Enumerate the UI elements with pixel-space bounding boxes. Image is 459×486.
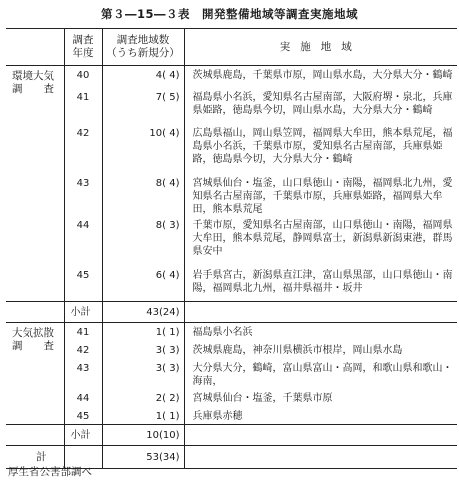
subtotal-category-blank xyxy=(6,302,64,323)
table-row xyxy=(6,88,457,124)
year-cell: 45 xyxy=(64,266,102,302)
total-label: 計 xyxy=(6,446,64,469)
year-cell: 42 xyxy=(64,124,102,174)
header-row xyxy=(6,29,457,66)
area-cell: 福島県小名浜 xyxy=(192,327,253,338)
table-row xyxy=(6,407,457,425)
area-cell: 茨城県鹿島，千葉県市原，岡山県水島，大分県大分・鶴崎 xyxy=(192,70,453,81)
subtotal-area-blank xyxy=(184,425,457,446)
count-cell: 6( 4) xyxy=(102,266,184,302)
count-cell: 1( 1) xyxy=(102,407,184,425)
count-cell: 8( 4) xyxy=(102,174,184,216)
table-row xyxy=(6,266,457,302)
table-row xyxy=(6,124,457,174)
group-category: 環境大気 調 査 xyxy=(6,66,64,302)
area-cell: 岩手県宮古，新潟県直江津，富山県黒部，山口県徳山・南陽，福岡県北九州，福井県福井・坂井 xyxy=(192,269,453,294)
count-cell: 4( 4) xyxy=(102,66,184,88)
year-cell: 43 xyxy=(64,359,102,389)
table-row xyxy=(6,66,457,88)
year-cell: 41 xyxy=(64,323,102,341)
table-row xyxy=(6,216,457,266)
area-cell: 千葉市原，愛知県名古屋南部，山口県徳山・南陽，福岡県大牟田，熊本県荒尾，静岡県富士，新潟県新潟東港，群馬県安中 xyxy=(192,219,453,257)
area-cell: 兵庫県赤穂 xyxy=(192,410,243,422)
header-year: 調査 年度 xyxy=(64,29,102,66)
table-row xyxy=(6,359,457,389)
year-cell: 44 xyxy=(64,216,102,266)
year-cell: 45 xyxy=(64,407,102,425)
count-cell: 8( 3) xyxy=(102,216,184,266)
year-cell: 42 xyxy=(64,341,102,359)
area-cell: 宮城県仙台・塩釜，千葉県市原 xyxy=(192,392,333,404)
area-cell: 大分県大分，鶴崎，富山県富山・高岡，和歌山県和歌山・海南， xyxy=(192,362,453,387)
subtotal-row xyxy=(6,425,457,446)
area-cell: 茨城県鹿島，神奈川県横浜市根岸，岡山県水島 xyxy=(192,344,403,356)
count-cell: 10( 4) xyxy=(102,124,184,174)
header-count: 調査地域数 （うち新規分） xyxy=(102,29,184,66)
count-cell: 3( 3) xyxy=(102,341,184,359)
subtotal-label: 小計 xyxy=(64,425,102,446)
count-cell: 2( 2) xyxy=(102,389,184,407)
table-row xyxy=(6,174,457,216)
count-cell: 1( 1) xyxy=(102,323,184,341)
total-area-blank xyxy=(184,446,457,469)
count-cell: 3( 3) xyxy=(102,359,184,389)
subtotal-label: 小計 xyxy=(64,302,102,323)
area-cell: 宮城県仙台・塩釜，山口県徳山・南陽，福岡県北九州，愛知県名古屋南部，千葉県市原，兵庫県姫路，福岡県大牟田，熊本県荒尾 xyxy=(192,177,453,215)
table-title: 第３―15―３表 開発整備地域等調査実施地域 xyxy=(100,7,358,21)
table-row xyxy=(6,389,457,407)
area-cell: 広島県福山，岡山県笠岡，福岡県大牟田，熊本県荒尾，福島県小名浜，千葉県市原，愛知県名古屋南部，兵庫県姫路，徳島県今切，大分県大分・鶴崎 xyxy=(192,127,453,165)
header-area: 実施地域 xyxy=(184,29,457,66)
subtotal-row xyxy=(6,302,457,323)
year-cell: 41 xyxy=(64,88,102,124)
subtotal-value: 43(24) xyxy=(102,302,184,323)
year-cell: 44 xyxy=(64,389,102,407)
header-category xyxy=(6,29,64,66)
subtotal-value: 10(10) xyxy=(102,425,184,446)
table-row xyxy=(6,323,457,341)
source-note: 厚生省公害部調べ xyxy=(8,466,92,478)
year-cell: 40 xyxy=(64,66,102,88)
subtotal-area-blank xyxy=(184,302,457,323)
table-row xyxy=(6,341,457,359)
group-category: 大気拡散 調 査 xyxy=(6,323,64,425)
survey-table xyxy=(6,28,457,469)
total-value: 53(34) xyxy=(102,446,184,469)
area-cell: 福島県小名浜，愛知県名古屋南部，大阪府堺・泉北，兵庫県姫路，徳島県今切，岡山県水島，大分県大分・鶴崎 xyxy=(192,91,453,116)
year-cell: 43 xyxy=(64,174,102,216)
subtotal-category-blank xyxy=(6,425,64,446)
count-cell: 7( 5) xyxy=(102,88,184,124)
